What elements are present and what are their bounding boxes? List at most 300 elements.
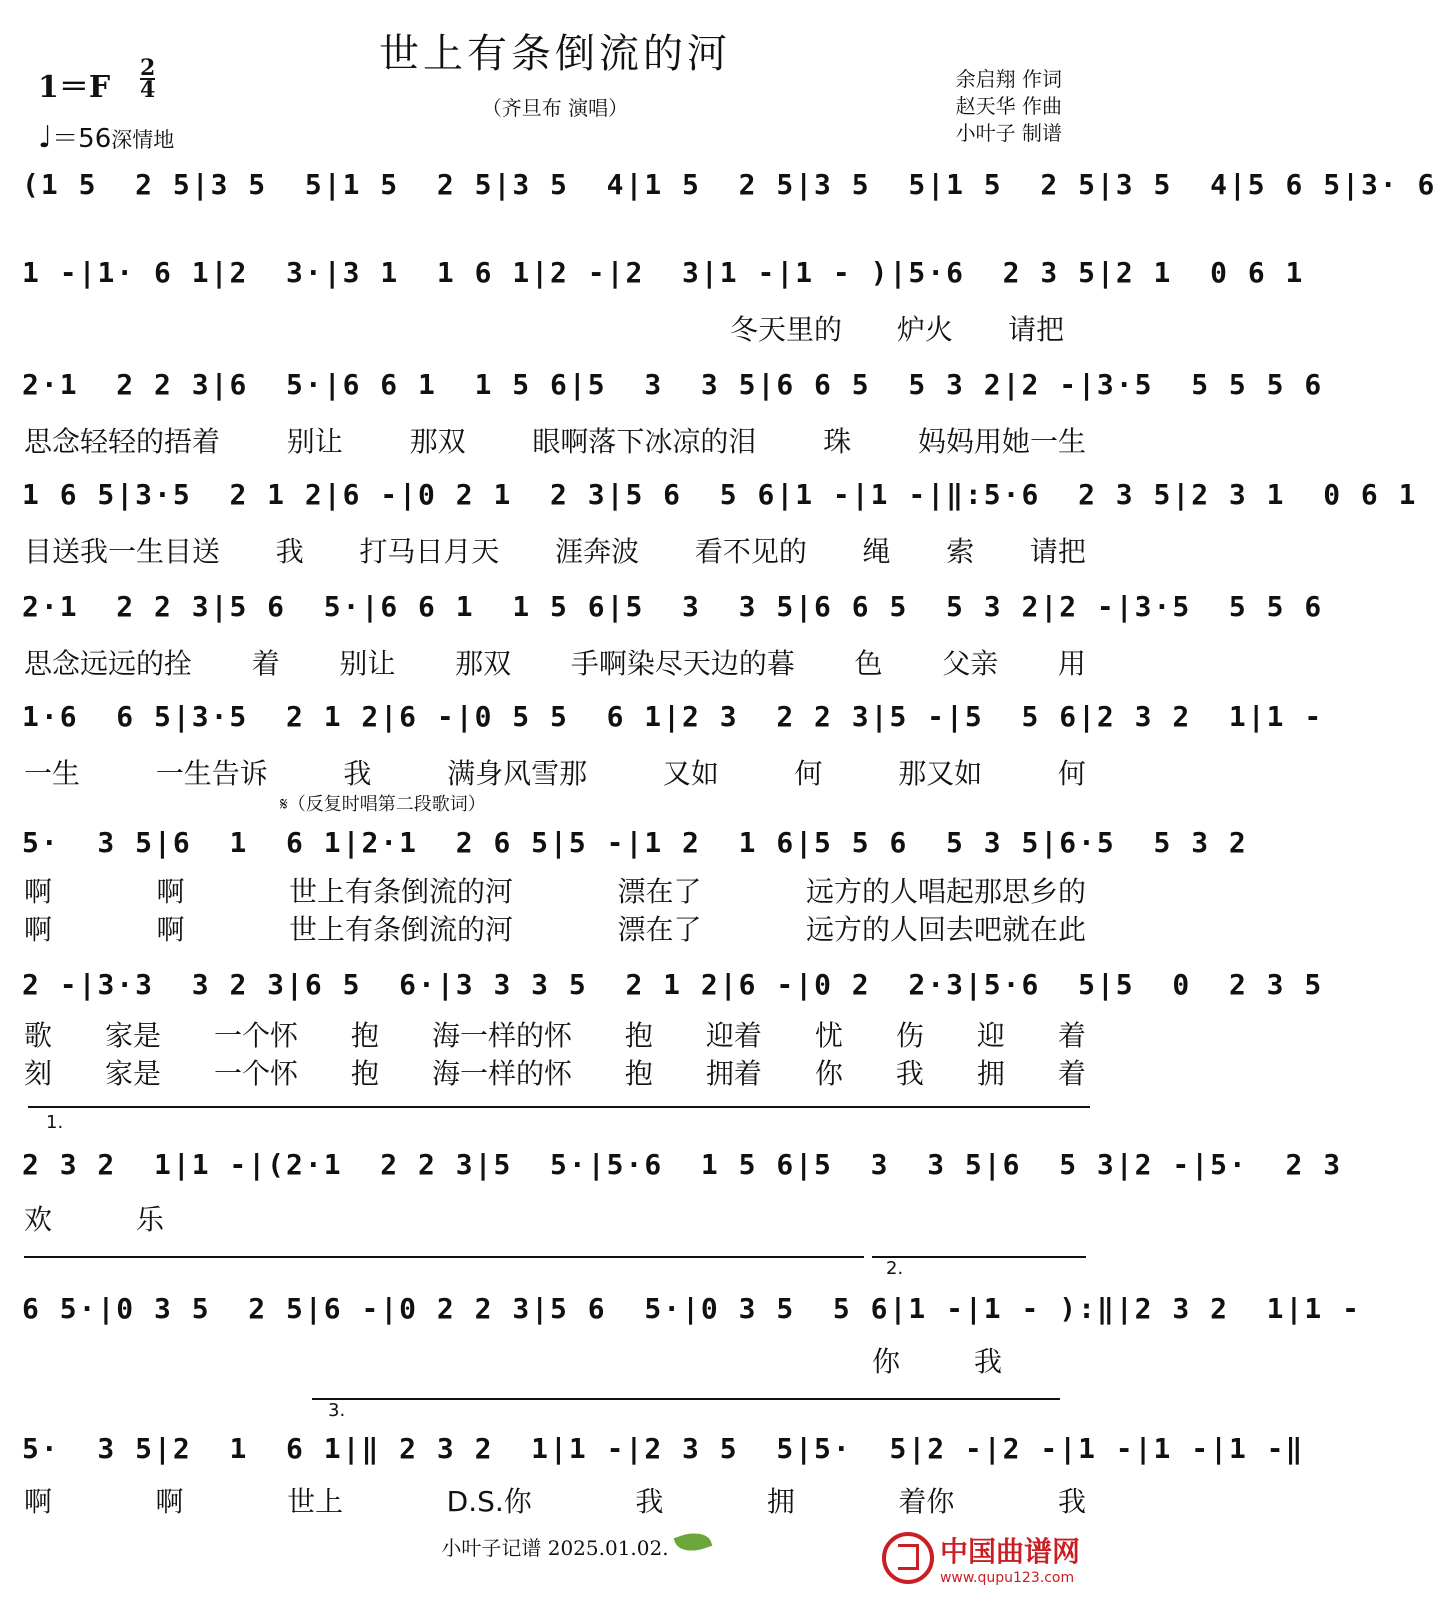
lyric-word: 一个怀 xyxy=(213,1057,298,1090)
notation-row xyxy=(22,256,1305,289)
barline: | xyxy=(380,700,400,733)
barline: | xyxy=(1228,168,1248,201)
barline: | xyxy=(78,256,98,289)
measure: 5 6 5 xyxy=(1247,168,1343,201)
lyric-word: 着 xyxy=(1057,1019,1086,1052)
measure: 1 5 2 5 xyxy=(946,168,1097,201)
measure: 2 - xyxy=(1134,1148,1192,1181)
measure: 2 3 5 5 xyxy=(644,1432,796,1465)
barline: | xyxy=(154,826,173,859)
barline: | xyxy=(625,826,645,859)
measure: 2 3 2 2 3 xyxy=(682,700,871,733)
measure: 6 5· xyxy=(229,368,324,401)
ending-3-label: 3. xyxy=(328,1400,346,1421)
barline: | xyxy=(323,478,343,511)
measure: 1 - xyxy=(1266,700,1324,733)
barline: | xyxy=(795,1148,815,1181)
barline: | xyxy=(172,1148,192,1181)
logo-text: 中国曲谱网 xyxy=(939,1535,1080,1568)
lyric-word: 你 xyxy=(814,1057,843,1090)
barline: | xyxy=(776,478,796,511)
meter-bottom: 4 xyxy=(140,77,156,103)
time-signature xyxy=(140,55,156,103)
lyric-word: 我 xyxy=(275,535,304,568)
lyric-word: 何 xyxy=(794,757,823,790)
barline: | xyxy=(757,368,777,401)
measure: 1 - xyxy=(191,1148,249,1181)
barline: | xyxy=(286,968,305,1001)
barline: | xyxy=(531,1292,551,1325)
lyric-word: 父亲 xyxy=(942,647,999,680)
lyric-word: 欢 xyxy=(24,1203,53,1236)
meter-top: 2 xyxy=(140,55,156,81)
measure: 6 5 3 xyxy=(1002,1148,1116,1181)
lyric-word: 啊 xyxy=(24,913,53,946)
lyric-word: 用 xyxy=(1057,647,1086,680)
measure: 5 - xyxy=(568,826,626,859)
barline: | xyxy=(795,826,815,859)
notation-row xyxy=(22,968,1324,1001)
lyric-word: 海一样的怀 xyxy=(431,1057,572,1090)
measure: 2·1 2 6 5 xyxy=(361,826,551,859)
measure: 5 0 2 3 5 xyxy=(1115,968,1324,1001)
measure: 6 5 6· xyxy=(304,968,437,1001)
lyric-word: 我 xyxy=(1057,1485,1086,1518)
lyric-word: 歌 xyxy=(24,1019,53,1052)
leaf-icon xyxy=(676,1532,710,1552)
measure: 1· 6 1 xyxy=(97,256,211,289)
barline: | xyxy=(455,700,475,733)
lyric-line xyxy=(24,870,1086,910)
lyric-word: 看不见的 xyxy=(694,535,807,568)
measure: 6·5 5 3 2 xyxy=(1059,826,1248,859)
lyric-word: 啊 xyxy=(156,913,185,946)
lyric-word: 那又如 xyxy=(898,757,983,790)
lyric-word: 绳 xyxy=(862,535,891,568)
measure: 5 - xyxy=(889,700,947,733)
measure: ‖:5·6 2 3 5 xyxy=(946,478,1173,511)
repeat-bracket xyxy=(24,1256,864,1258)
lyric-word: 眼啊落下冰凉的泪 xyxy=(532,425,757,458)
measure: 5 5 6 xyxy=(964,700,1079,733)
transcriber: 小叶子 制谱 xyxy=(955,121,1062,145)
measure: 5 3 3 5 xyxy=(814,1148,984,1181)
measure: 1 - xyxy=(719,256,777,289)
notation-row xyxy=(22,1292,1361,1325)
measure: 1 -‖ xyxy=(1228,1432,1305,1465)
logo-mark-icon xyxy=(882,1532,934,1584)
barline: | xyxy=(210,368,230,401)
lyric-word: 妈妈用她一生 xyxy=(917,425,1086,458)
composer: 赵天华 作曲 xyxy=(955,94,1062,118)
lyric-word: 世上有条倒流的河 xyxy=(288,875,513,908)
lyric-word: 请把 xyxy=(1029,535,1086,568)
measure: 5· 5 xyxy=(814,1432,909,1465)
barline: | xyxy=(870,700,890,733)
lyric-word: 远方的人唱起那思乡的 xyxy=(805,875,1086,908)
barline: | xyxy=(1210,1432,1229,1465)
measure: 1 2 1 6 xyxy=(644,826,796,859)
barline: | xyxy=(795,590,815,623)
barline: | xyxy=(927,168,947,201)
barline: | xyxy=(304,1292,324,1325)
measure: 1 - xyxy=(568,1432,626,1465)
measure: 5 5 6 5 3 5 xyxy=(814,826,1041,859)
barline: | xyxy=(342,826,362,859)
measure: 2 1 6 1 xyxy=(172,1432,343,1465)
measure: 5 3 3 5 xyxy=(587,368,758,401)
barline: | xyxy=(474,1148,494,1181)
barline: | xyxy=(889,256,909,289)
measure: 0 2 1 2 3 xyxy=(418,478,607,511)
barline: | xyxy=(1115,590,1135,623)
measure: 1 5 2 5 xyxy=(644,168,796,201)
measure: 5·6 1 5 6 xyxy=(606,1148,796,1181)
measure: 6 - xyxy=(738,968,796,1001)
measure: 2 - xyxy=(22,968,79,1001)
tempo-value: ＝56 xyxy=(52,124,112,154)
lyric-line xyxy=(24,752,1086,792)
lyric-word: 何 xyxy=(1057,757,1086,790)
measure: 1 - xyxy=(1304,1292,1361,1325)
measure: ‖ 2 3 2 1 xyxy=(361,1432,551,1465)
lyric-line xyxy=(730,308,1064,348)
lyric-word: 伤 xyxy=(895,1019,924,1052)
barline: | xyxy=(964,1292,984,1325)
lyric-word: 拥着 xyxy=(705,1057,762,1090)
barline: | xyxy=(361,590,381,623)
notation-row xyxy=(22,700,1324,733)
barline: | xyxy=(983,1432,1003,1465)
measure: (1 5 2 5 xyxy=(22,168,192,201)
barline: | xyxy=(682,1292,701,1325)
barline: | xyxy=(1115,1292,1135,1325)
barline: | xyxy=(983,1148,1003,1181)
lyric-word: 一个怀 xyxy=(213,1019,298,1052)
barline: | xyxy=(1040,590,1060,623)
lyric-word: 别让 xyxy=(339,647,396,680)
measure: 2 - xyxy=(1059,590,1116,623)
notation-row xyxy=(22,590,1324,623)
measure: 5 6 5 6 xyxy=(625,478,777,511)
measure: 3 5 4 xyxy=(1115,168,1229,201)
lyric-word: D.S.你 xyxy=(446,1485,532,1518)
ending-1-label: 1. xyxy=(46,1112,64,1133)
barline: | xyxy=(1002,368,1022,401)
lyric-word: 炉火 xyxy=(896,313,953,346)
measure: 3 3 3 5 2 1 2 xyxy=(455,968,720,1001)
measure: 3·5 2 1 2 xyxy=(191,700,381,733)
measure: 3 5 5 xyxy=(814,168,928,201)
notation-row xyxy=(22,478,1418,511)
measure: 5· 2 3 xyxy=(1210,1148,1343,1181)
lyric-word: 打马日月天 xyxy=(359,535,500,568)
measure: (2·1 2 2 3 xyxy=(267,1148,475,1181)
barline: | xyxy=(342,1432,362,1465)
barline: | xyxy=(1191,1148,1211,1181)
measure: 1 - xyxy=(795,478,852,511)
measure: 5· 3 5 xyxy=(22,826,155,859)
expression-mark: 深情地 xyxy=(111,128,175,152)
lyric-word: 迎着 xyxy=(705,1019,762,1052)
measure: 2 3 xyxy=(625,256,701,289)
measure: 0 3 5 2 5 xyxy=(116,1292,305,1325)
lyricist: 余启翔 作词 xyxy=(955,67,1062,91)
barline: | xyxy=(210,256,230,289)
lyric-line xyxy=(24,1052,1086,1092)
notation-row xyxy=(22,1148,1343,1181)
notation-row xyxy=(22,168,1436,201)
lyric-word: 世上 xyxy=(287,1485,344,1518)
lyric-word: 一生 xyxy=(24,757,81,790)
measure: 5 3 3 5 xyxy=(625,590,796,623)
measure: 1 - xyxy=(870,478,928,511)
lyric-line xyxy=(24,530,1086,570)
measure: 2 3 2 1 xyxy=(1134,1292,1286,1325)
measure: 5·6 2 3 5 xyxy=(908,256,1097,289)
measure: 6 - xyxy=(399,700,456,733)
barline: | xyxy=(606,478,626,511)
measure: 6 6 5 5 3 2 xyxy=(814,590,1041,623)
measure: 6 - xyxy=(342,478,400,511)
measure: 6 6 1 1 5 6 xyxy=(342,368,569,401)
lyric-word: 思念轻轻的捂着 xyxy=(24,425,221,458)
lyric-word: 忧 xyxy=(814,1019,843,1052)
measure: 3·5 5 5 6 xyxy=(1134,590,1324,623)
barline: | xyxy=(1078,700,1097,733)
lyric-word: 抱 xyxy=(350,1057,379,1090)
measure: 6 5· xyxy=(22,1292,98,1325)
barline: | xyxy=(436,968,456,1001)
barline: | xyxy=(606,256,626,289)
barline: | xyxy=(1115,1148,1135,1181)
barline: | xyxy=(550,826,569,859)
barline: | xyxy=(116,478,136,511)
measure: 1 6 5 xyxy=(22,478,117,511)
barline: | xyxy=(625,168,645,201)
barline: | xyxy=(927,478,947,511)
lyric-word: 着你 xyxy=(898,1485,955,1518)
barline: | xyxy=(908,1432,928,1465)
barline: | xyxy=(399,478,419,511)
lyric-word: 啊 xyxy=(24,875,53,908)
lyric-word: 请把 xyxy=(1007,313,1064,346)
lyric-word: 我 xyxy=(973,1345,1002,1378)
barline: | xyxy=(172,700,192,733)
ending-1-bracket xyxy=(28,1106,1090,1108)
barline: | xyxy=(1059,1432,1079,1465)
measure: 2 - xyxy=(927,1432,984,1465)
measure: 0 5 5 6 1 xyxy=(474,700,664,733)
lyric-line xyxy=(24,420,1086,460)
barline: | xyxy=(1342,168,1361,201)
lyric-word: 你 xyxy=(872,1345,901,1378)
measure: 3·5 5 5 5 6 xyxy=(1096,368,1324,401)
barline: | xyxy=(380,1292,400,1325)
measure: 2 3 1 0 6 1 xyxy=(1191,478,1418,511)
logo-url: www.qupu123.com xyxy=(939,1570,1075,1586)
barline: | xyxy=(550,1432,569,1465)
measure: 2 - xyxy=(1002,1432,1060,1465)
lyric-line xyxy=(24,1480,1086,1520)
barline: | xyxy=(210,590,230,623)
quarter-note-icon: ♩ xyxy=(38,120,53,155)
barline: | xyxy=(531,256,551,289)
measure: 5 6 5· xyxy=(550,1292,683,1325)
measure: 1 - xyxy=(1078,1432,1135,1465)
singer-subtitle: （齐旦布 演唱） xyxy=(481,96,629,120)
measure: 0 3 5 5 6 xyxy=(700,1292,890,1325)
credits xyxy=(956,66,1062,147)
barline: | xyxy=(964,968,984,1001)
lyric-word: 海一样的怀 xyxy=(431,1019,572,1052)
barline: | xyxy=(795,1432,815,1465)
lyric-word: 着 xyxy=(1057,1057,1086,1090)
lyric-word: 漂在了 xyxy=(617,875,702,908)
lyric-line xyxy=(24,642,1086,682)
lyric-word: 啊 xyxy=(24,1485,53,1518)
measure: 5 5· xyxy=(493,1148,588,1181)
barline: | xyxy=(625,1432,645,1465)
site-logo xyxy=(882,1530,1080,1586)
lyric-word: 着 xyxy=(251,647,280,680)
barline: | xyxy=(851,478,871,511)
barline: | xyxy=(1096,968,1116,1001)
lyric-word: 我 xyxy=(343,757,372,790)
measure: 3· 6 xyxy=(1360,168,1436,201)
measure: 3 1 1 6 1 xyxy=(342,256,532,289)
measure: 2 3· xyxy=(229,256,324,289)
ending-2-label: 2. xyxy=(886,1258,904,1279)
barline: | xyxy=(568,368,588,401)
barline: | xyxy=(795,968,815,1001)
song-title: 世上有条倒流的河 xyxy=(379,31,731,77)
measure: 6 6 1 1 5 6 xyxy=(380,590,607,623)
barline: | xyxy=(1040,826,1060,859)
measure: 6 1 6 1 xyxy=(172,826,343,859)
measure: 5 6 5· xyxy=(229,590,362,623)
transcriber-signature: 小叶子记谱 2025.01.02. xyxy=(441,1536,669,1560)
measure: 3 5 4 xyxy=(512,168,626,201)
barline: | xyxy=(889,1292,909,1325)
lyric-word: 涯奔波 xyxy=(555,535,640,568)
lyric-word: 家是 xyxy=(104,1057,161,1090)
barline: | xyxy=(97,1292,117,1325)
measure: 2 - xyxy=(1021,368,1079,401)
measure: 1·6 6 5 xyxy=(22,700,173,733)
barline: | xyxy=(248,1148,268,1181)
lyric-word: 世上有条倒流的河 xyxy=(288,913,513,946)
ending-2-bracket xyxy=(872,1256,1086,1258)
lyric-word: 乐 xyxy=(135,1203,164,1236)
measure: 3·5 2 1 2 xyxy=(135,478,324,511)
barline: | xyxy=(1247,700,1267,733)
lyric-word: 啊 xyxy=(156,875,185,908)
measure: 0 2 2 3 xyxy=(399,1292,532,1325)
measure: 1 - ) xyxy=(795,256,890,289)
lyric-word: 拥 xyxy=(976,1057,1005,1090)
lyric-word: 刻 xyxy=(24,1057,53,1090)
barline: | xyxy=(493,168,513,201)
lyric-word: 我 xyxy=(635,1485,664,1518)
lyric-word: 冬天里的 xyxy=(730,313,843,346)
measure: 2·1 2 2 3 xyxy=(22,590,211,623)
lyric-word: 漂在了 xyxy=(617,913,702,946)
barline: | xyxy=(1078,368,1097,401)
barline: | xyxy=(323,168,343,201)
barline: | xyxy=(323,256,343,289)
lyric-word: 抱 xyxy=(624,1019,653,1052)
measure: 2 3 2 1 xyxy=(22,1148,173,1181)
barline: | xyxy=(78,968,98,1001)
ending-3-bracket xyxy=(312,1398,1060,1400)
measure: 1 - ):‖ xyxy=(983,1292,1116,1325)
measure: 5· 3 5 xyxy=(22,1432,155,1465)
lyric-word: 又如 xyxy=(662,757,719,790)
measure: 3·3 3 2 3 xyxy=(97,968,287,1001)
lyric-word: 那双 xyxy=(409,425,466,458)
barline: | xyxy=(1134,1432,1154,1465)
barline: | xyxy=(1172,478,1192,511)
lyric-word: 家是 xyxy=(104,1019,161,1052)
lyric-word: 我 xyxy=(895,1057,924,1090)
lyric-word: 思念远远的拴 xyxy=(24,647,193,680)
lyric-word: 那双 xyxy=(455,647,512,680)
lyric-word: 色 xyxy=(854,647,883,680)
notation-row xyxy=(22,826,1248,859)
barline: | xyxy=(1096,168,1116,201)
tempo-marking xyxy=(38,118,174,155)
lyric-word: 一生告诉 xyxy=(155,757,268,790)
lyric-word: 抱 xyxy=(624,1057,653,1090)
measure: 1 - xyxy=(1153,1432,1211,1465)
lyric-line xyxy=(872,1340,1002,1380)
lyric-line xyxy=(24,908,1086,948)
lyric-word: 满身风雪那 xyxy=(447,757,588,790)
barline: | xyxy=(795,168,815,201)
lyric-word: 拥 xyxy=(766,1485,795,1518)
barline: | xyxy=(700,256,720,289)
measure: 2 3 2 1 xyxy=(1096,700,1248,733)
lyric-word: 索 xyxy=(946,535,975,568)
lyric-line xyxy=(24,1014,1086,1054)
measure: 0 2 2·3 xyxy=(814,968,965,1001)
measure: 1 - xyxy=(22,256,79,289)
measure: 5·6 5 xyxy=(983,968,1097,1001)
lyric-word: 珠 xyxy=(823,425,852,458)
lyric-word: 目送我一生目送 xyxy=(24,535,221,568)
lyric-word: 迎 xyxy=(976,1019,1005,1052)
measure: 1 - xyxy=(908,1292,965,1325)
barline: | xyxy=(154,1432,173,1465)
barline: | xyxy=(191,168,211,201)
measure: 6 - xyxy=(323,1292,381,1325)
measure: 1 5 2 5 xyxy=(342,168,494,201)
notation-row xyxy=(22,1432,1305,1465)
barline: | xyxy=(1285,1292,1305,1325)
key-signature: 1＝F xyxy=(38,70,111,105)
lyric-word: 抱 xyxy=(350,1019,379,1052)
barline: | xyxy=(1096,256,1116,289)
measure: 2·1 2 2 3 xyxy=(22,368,211,401)
measure: 2 - xyxy=(550,256,607,289)
barline: | xyxy=(323,368,343,401)
measure: 3 5 5 xyxy=(210,168,324,201)
barline: | xyxy=(776,256,796,289)
lyric-word: 远方的人回去吧就在此 xyxy=(805,913,1086,946)
barline: | xyxy=(663,700,683,733)
lyric-word: 啊 xyxy=(155,1485,184,1518)
